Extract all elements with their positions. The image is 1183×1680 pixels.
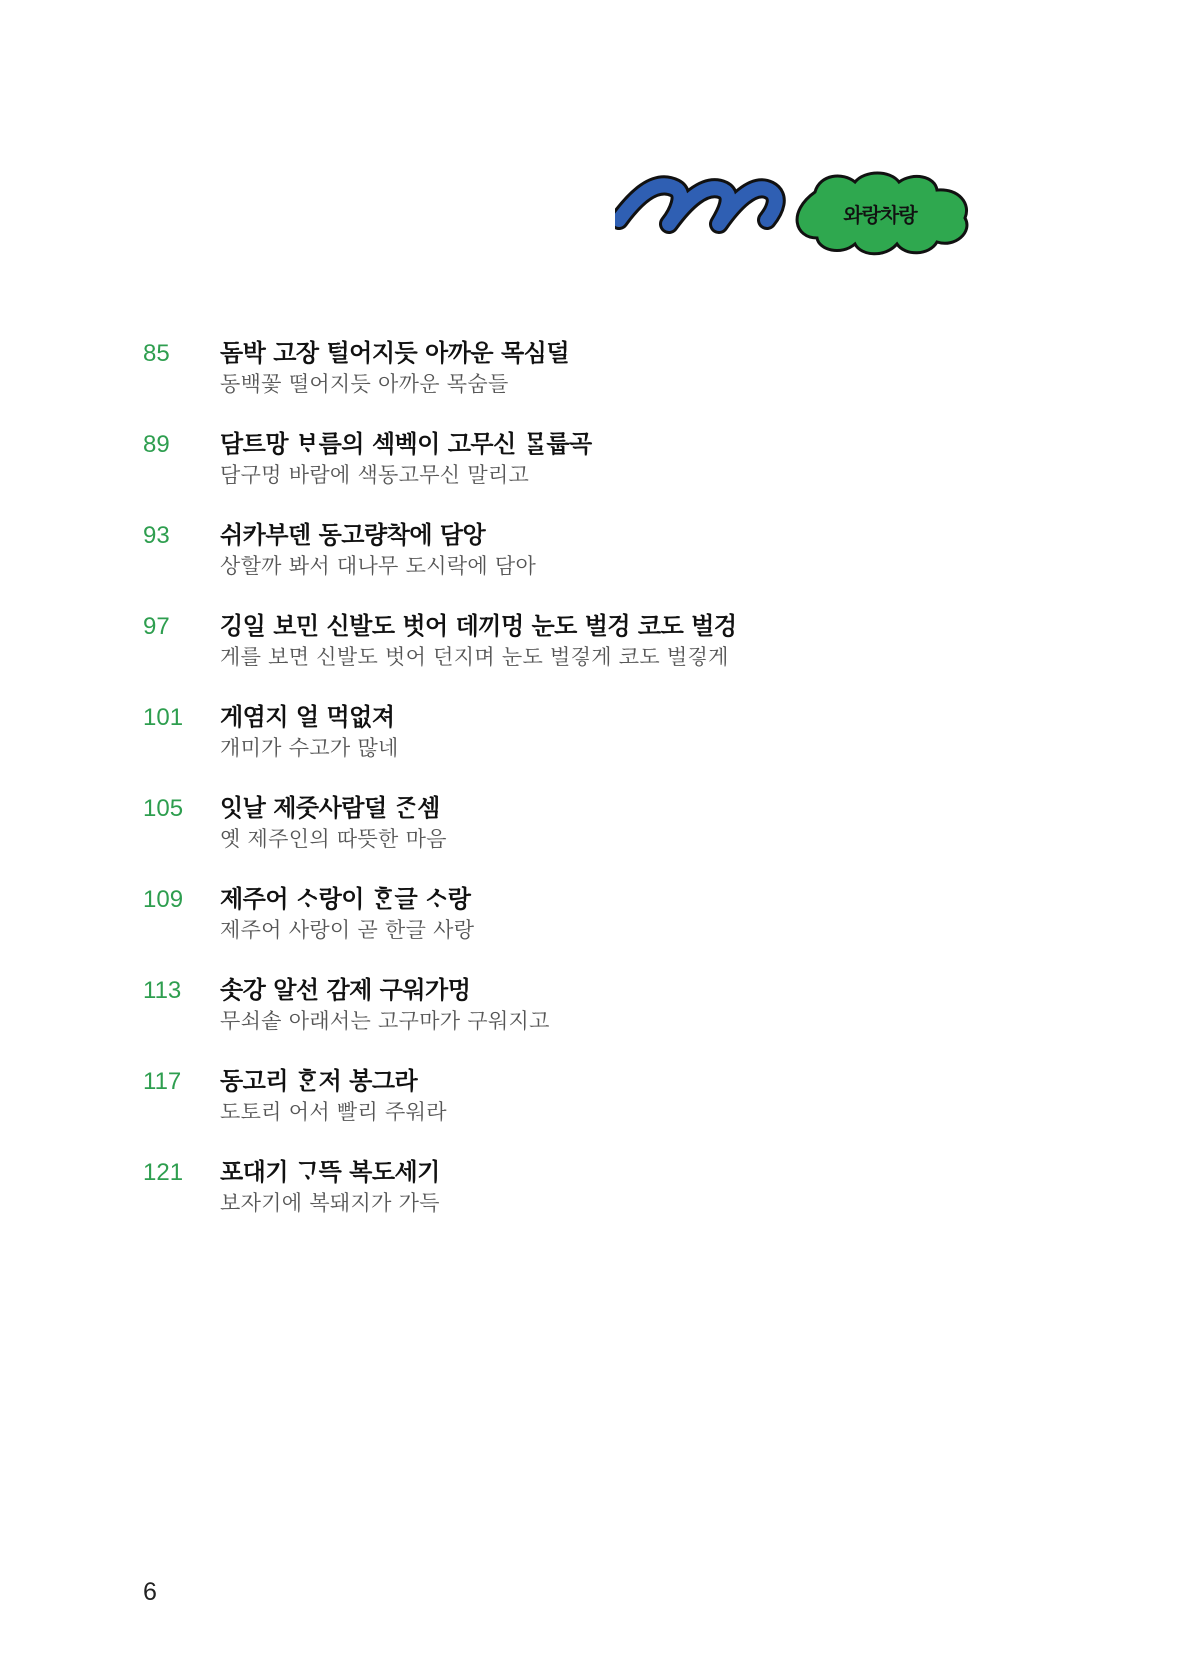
toc-title: 게염지 얼 먹없져 — [220, 703, 395, 731]
toc-entry[interactable] — [143, 1155, 1043, 1246]
toc-page-number: 121 — [143, 1159, 184, 1186]
toc-page-number: 85 — [143, 340, 170, 367]
toc-page-number: 89 — [143, 431, 170, 458]
toc-entry[interactable] — [143, 882, 1043, 973]
toc-subtitle: 게를 보면 신발도 벗어 던지며 눈도 벌겋게 코도 벌겋게 — [220, 645, 729, 669]
table-of-contents — [143, 336, 1043, 1246]
toc-page-number: 93 — [143, 522, 170, 549]
toc-entry[interactable] — [143, 791, 1043, 882]
toc-page-number: 117 — [143, 1068, 182, 1095]
toc-entry[interactable] — [143, 427, 1043, 518]
toc-page-number: 101 — [143, 704, 184, 731]
toc-title: 담트망 ᄇᆞ름의 섹벡이 고무신 ᄆᆞᆯ룹곡 — [220, 430, 592, 458]
toc-entry[interactable] — [143, 609, 1043, 700]
toc-subtitle: 보자기에 복돼지가 가득 — [220, 1191, 440, 1215]
toc-title: 깅일 보민 신발도 벗어 데끼멍 눈도 벌겅 코도 벌겅 — [220, 612, 737, 640]
toc-page-number: 97 — [143, 613, 170, 640]
toc-title: 제주어 ᄉᆞ랑이 ᄒᆞᆫ글 ᄉᆞ랑 — [220, 885, 471, 913]
toc-subtitle: 도토리 어서 빨리 주워라 — [220, 1100, 447, 1124]
toc-entry[interactable] — [143, 700, 1043, 791]
toc-title: 쉬카부덴 동고량착에 담앙 — [220, 521, 486, 549]
toc-title: 솟강 알선 감제 구워가멍 — [220, 976, 471, 1004]
toc-title: 동고리 ᄒᆞᆫ저 봉그라 — [220, 1067, 418, 1095]
toc-entry[interactable] — [143, 1064, 1043, 1155]
toc-entry[interactable] — [143, 336, 1043, 427]
toc-page-number: 113 — [143, 977, 182, 1004]
toc-title: 포대기 ᄀᆞ뜩 복도세기 — [220, 1158, 440, 1186]
toc-subtitle: 상할까 봐서 대나무 도시락에 담아 — [220, 554, 537, 578]
toc-title: 잇날 제줏사람덜 ᄌᆞᆫ셈 — [220, 794, 440, 822]
toc-subtitle: 옛 제주인의 따뜻한 마음 — [220, 827, 447, 851]
toc-subtitle: 동백꽃 떨어지듯 아까운 목숨들 — [220, 372, 509, 396]
toc-subtitle: 개미가 수고가 많네 — [220, 736, 399, 760]
cloud-badge-label: 와랑차랑 — [843, 202, 917, 227]
toc-entry[interactable] — [143, 973, 1043, 1064]
toc-page-number: 109 — [143, 886, 184, 913]
toc-subtitle: 담구멍 바람에 색동고무신 말리고 — [220, 463, 530, 487]
toc-title: 돔박 고장 털어지듯 아까운 목심덜 — [220, 339, 569, 367]
toc-page-number: 105 — [143, 795, 184, 822]
page-number: 6 — [143, 1578, 157, 1606]
toc-subtitle: 무쇠솥 아래서는 고구마가 구워지고 — [220, 1009, 550, 1033]
toc-entry[interactable] — [143, 518, 1043, 609]
toc-subtitle: 제주어 사랑이 곧 한글 사랑 — [220, 918, 475, 942]
